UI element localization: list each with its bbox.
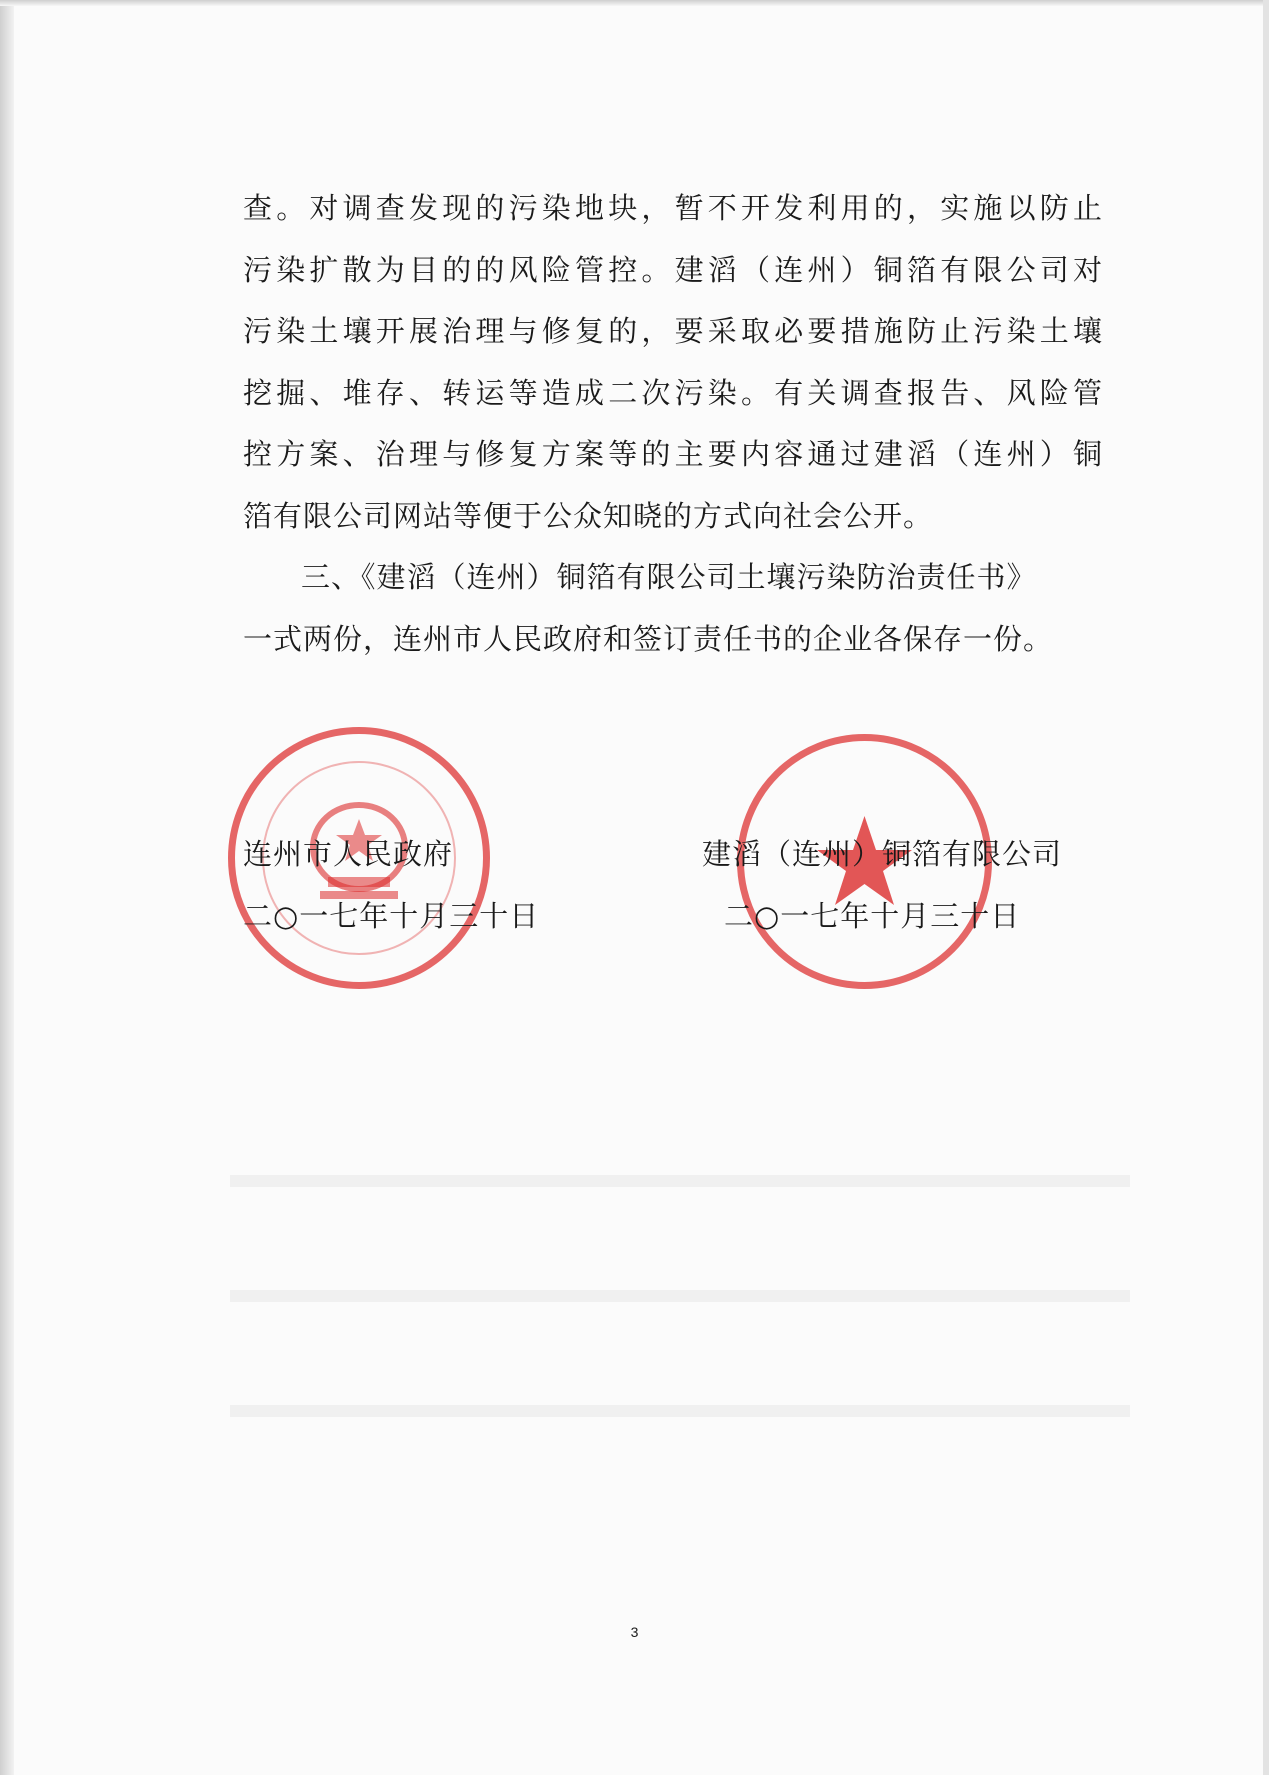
body-line: 查。对调查发现的污染地块，暂不开发利用的，实施以防止 (243, 191, 1103, 225)
signature-date-company: 二○一七年十月三十日 (724, 899, 1021, 933)
scan-bleed-through (230, 1175, 1130, 1187)
signature-org-company: 建滔（连州）铜箔有限公司 (702, 837, 1063, 871)
body-line: 一式两份，连州市人民政府和签订责任书的企业各保存一份。 (243, 621, 1054, 656)
body-line: 挖掘、堆存、转运等造成二次污染。有关调查报告、风险管 (243, 375, 1103, 410)
scan-edge (0, 0, 1269, 6)
scan-bleed-through (230, 1290, 1130, 1302)
body-line: 污染土壤开展治理与修复的，要采取必要措施防止污染土壤 (243, 314, 1103, 348)
page-number: 3 (630, 1624, 639, 1640)
body-line: 三、《建滔（连州）铜箔有限公司土壤污染防治责任书》 (301, 560, 1037, 594)
scan-edge (0, 0, 14, 1775)
body-line: 污染扩散为目的的风险管控。建滔（连州）铜箔有限公司对 (243, 252, 1103, 287)
scan-bleed-through (230, 1405, 1130, 1417)
scan-edge (1263, 0, 1269, 1775)
body-line: 箔有限公司网站等便于公众知晓的方式向社会公开。 (243, 498, 934, 533)
body-paragraphs (243, 178, 1103, 670)
signature-date-government: 二○一七年十月三十日 (243, 899, 540, 933)
signature-org-government: 连州市人民政府 (243, 837, 454, 871)
body-line: 控方案、治理与修复方案等的主要内容通过建滔（连州）铜 (243, 437, 1103, 471)
